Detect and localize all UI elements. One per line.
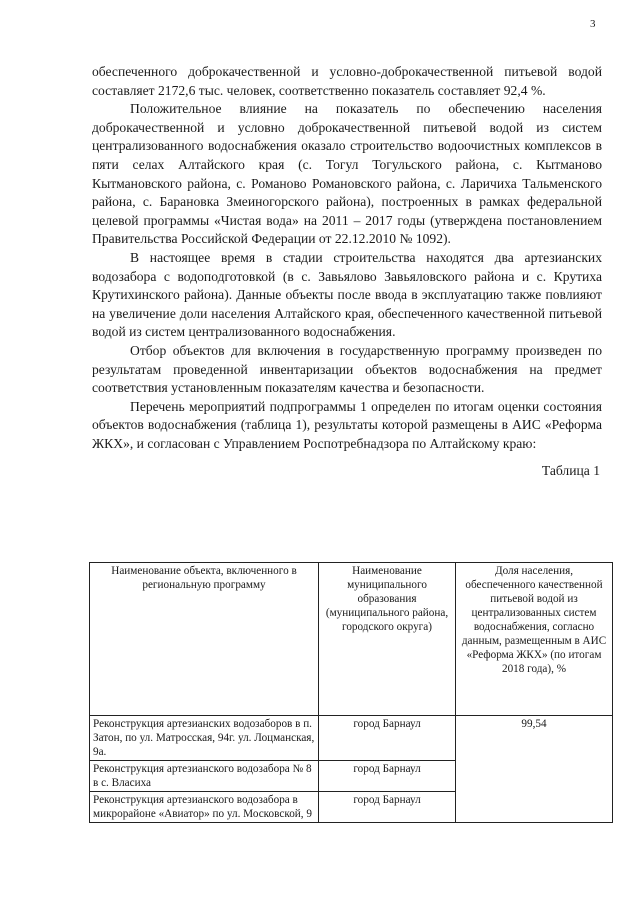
objects-table (89, 562, 613, 823)
paragraph-1: обеспеченного доброкачественной и условно-доброкачественной питьевой водой составляет 2172,6 тыс. человек, соответственно показатель составляет 92,4 %. (92, 64, 602, 98)
paragraph-4: Отбор объектов для включения в государственную программу произведен по результатам проведенной инвентаризации объектов водоснабжения на предмет соответствия установленным показателям качества и безопасности. (92, 342, 602, 396)
paragraph-5: Перечень мероприятий подпрограммы 1 определен по итогам оценки состояния объектов водоснабжения (таблица 1), результаты которой размещены в АИС «Реформа ЖКХ», и согласован с Управлением Роспотребнадзора по Алтайскому краю: (92, 398, 602, 451)
row-municipality: город Барнаул (319, 761, 456, 792)
document-body (92, 63, 602, 479)
paragraph-3: В настоящее время в стадии строительства находятся два артезианских водозабора с водоподготовкой (в с. Завьялово Завьяловского района и с. Крутиха Крутихинского района). Данные объекты после ввода в эксплуатацию также повлияют на увеличение доли населения Алтайского края, обеспеченного качественной питьевой водой из систем централизованного водоснабжения. (92, 249, 602, 340)
table-caption: Таблица 1 (541, 463, 600, 479)
header-object: Наименование объекта, включенного в региональную программу (90, 563, 319, 716)
row-object: Реконструкция артезианских водозаборов в п. Затон, по ул. Матросская, 94г. ул. Лоцманская, 9а. (90, 716, 319, 761)
row-municipality: город Барнаул (319, 792, 456, 823)
header-share: Доля населения, обеспеченного качественной питьевой водой из централизованных систем водоснабжения, согласно данным, размещенным в АИС «Реформа ЖКХ» (по итогам 2018 года), % (456, 563, 613, 716)
page-number: 3 (590, 18, 596, 30)
header-municipality: Наименование муниципального образования (муниципального района, городского округа) (319, 563, 456, 716)
row-object: Реконструкция артезианского водозабора № 8 в с. Власиха (90, 761, 319, 792)
paragraph-2: Положительное влияние на показатель по обеспечению населения доброкачественной и условно доброкачественной питьевой водой из систем централизованного водоснабжения оказало строительство водоочистных комплексов в пяти селах Алтайского края (с. Тогул Тогульского района, с. Кытманово Кытмановского района, с. Романово Романовского района, с. Ларичиха Тальменского района, с. Барановка Змеиногорского района), построенных в рамках федеральной целевой программы «Чистая вода» на 2011 – 2017 годы (утверждена постановлением Правительства Российской Федерации от 22.12.2010 № 1092). (92, 101, 602, 247)
table-row (90, 716, 613, 761)
table-header-row (90, 563, 613, 716)
row-share: 99,54 (456, 716, 613, 823)
row-municipality: город Барнаул (319, 716, 456, 761)
row-object: Реконструкция артезианского водозабора в микрорайоне «Авиатор» по ул. Московской, 9 (90, 792, 319, 823)
